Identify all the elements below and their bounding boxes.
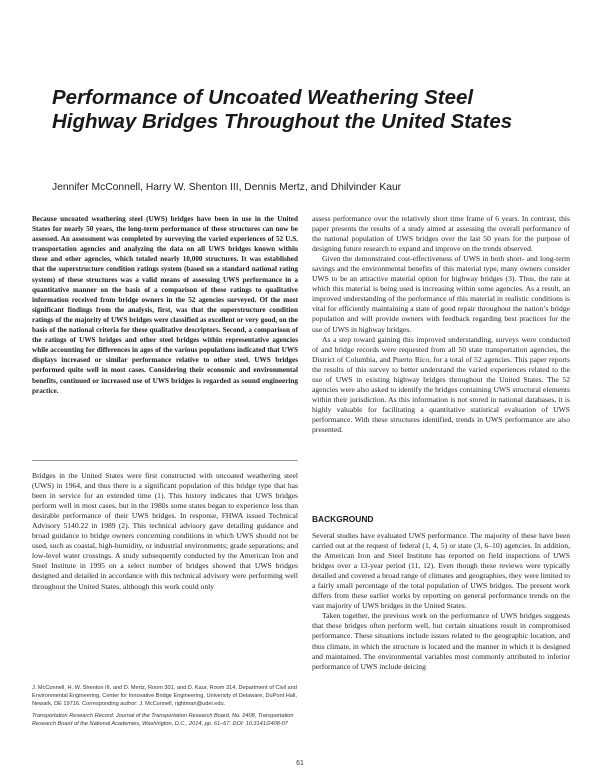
body-paragraph: Bridges in the United States were first constructed with uncoated weathering steel (UWS) in 1964, and thus there is a significant population of this bridge type that has been in service for an extended time (1). This history indicates that UWS bridges perform well in most cases, but in the 1980s some states began to experience less than desirable performance of their UWS bridges. In response, FHWA issued Technical Advisory 5140.22 in 1989 (2). This technical advisory gave detailing guidance and broad guidance to bridge owners concerning conditions in which UWS should not be used, such as coastal, high-humidity, or industrial environments; grade separations; and low-level water crossings. A study subsequently conducted by the American Iron and Steel Institute in 1995 on a select number of bridges showed that UWS bridges designed and detailed in accordance with this technical advisory were performing well throughout the United States, although this work could only bbox=[32, 471, 298, 591]
author-list: Jennifer McConnell, Harry W. Shenton III, Dennis Mertz, and Dhilvinder Kaur bbox=[52, 182, 402, 193]
page-number: 61 bbox=[296, 760, 304, 767]
footnote bbox=[32, 684, 298, 732]
body-paragraph: Given the demonstrated cost-effectiveness of UWS in both short- and long-term savings and the environmental benefits of this material type, many owners consider UWS to be an attractive material option for highway bridges (3). Thus, the rate at which this material is being used is increasing within some agencies. As a result, an improved understanding of the performance of this material in realistic conditions is vital for efficiently maintaining a state of good repair throughout the nation’s bridge population and will provide owners with feedback regarding best practices for the use of UWS in highway bridges. bbox=[312, 254, 570, 334]
paper-title: Performance of Uncoated Weathering Steel Highway Bridges Throughout the United States bbox=[52, 86, 513, 133]
abstract-text: Because uncoated weathering steel (UWS) bridges have been in use in the United States for nearly 50 years, the long-term performance of these structures can now be assessed. An assessment was completed by surveying the varied experiences of 52 U.S. transportation agencies and analyzing the data on all UWS bridges known within these and other agencies, which totaled nearly 10,000 structures. It was established that the superstructure condition ratings system (based on a standard national rating system) of these structures was a valid means of assessing UWS performance in a quantitative manner on the basis of a comparison of these ratings to qualitative information received from bridge owners in the 52 agencies surveyed. Of the most significant findings from the analysis, first, was that the superstructure condition ratings of the majority of UWS bridges were classified as excellent or very good, on the basis of the national criteria for these qualitative descriptors. Second, a comparison of the ratings of UWS bridges and other steel bridges within representative agencies while accounting for differences in ages of the various populations indicated that UWS displays increased or similar performance relative to other steel. UWS bridges performed quite well in most cases. Considering their economic and environmental benefits, continued or increased use of UWS bridges is regarded as sound engineering practice. bbox=[32, 215, 298, 395]
background-section bbox=[312, 531, 570, 672]
section-heading-background: BACKGROUND bbox=[312, 514, 374, 524]
body-paragraph: Taken together, the previous work on the performance of UWS bridges suggests that these bridges often perform well, but certain situations result in compromised performance. These situations include issues related to the geographic location, and thus climate, in which the structure is located and the manner in which it is designed and maintained. The environmental variables most commonly attributed to inferior performance of UWS include deicing bbox=[312, 611, 570, 671]
journal-citation: Transportation Research Record: Journal of the Transportation Research Board, No. 2408, Transportation Research Board of the National Academies, Washington, D.C., 2014, pp. 61–67. DOI: 10.3141/2408-07 bbox=[32, 713, 294, 727]
author-affiliation: J. McConnell, H. W. Shenton III, and D. Mertz, Room 301, and D. Kaur, Room 314, Department of Civil and Environmental Engineering, Center for Innovative Bridge Engineering, University of Delaware, DuPont Hall, Newark, DE 19716. Corresponding author: J. McConnell, rightman@udel.edu. bbox=[32, 685, 297, 707]
abstract bbox=[32, 214, 298, 396]
body-paragraph: Several studies have evaluated UWS performance. The majority of these have been carried out at the request of federal (1, 4, 5) or state (3, 6–10) agencies. In addition, the American Iron and Steel Institute has reported on field inspections of UWS bridges over a 13-year period (11, 12). Even though these reviews were typically detailed and covered a broad range of climates and geographies, they were limited to a fairly small percentage of the total population of UWS bridges. The present work differs from these earlier works by reporting on general performance trends on the vast majority of UWS bridges in the United States. bbox=[312, 531, 570, 611]
intro-column-left bbox=[32, 471, 298, 592]
intro-column-right bbox=[312, 214, 570, 435]
body-paragraph: assess performance over the relatively short time frame of 6 years. In contrast, this paper presents the results of a study aimed at assessing the overall performance of the national population of UWS bridges over the last 50 years for the purpose of designing future research to expand and improve on the trends observed. bbox=[312, 214, 570, 254]
abstract-divider bbox=[32, 460, 298, 461]
body-paragraph: As a step toward gaining this improved understanding, surveys were conducted of and bridge records were requested from all 50 state transportation agencies, the District of Columbia, and Puerto Rico, for a total of 52 agencies. This paper reports the results of this survey to better understand the varied experiences related to the use of UWS in existing highway bridges throughout the United States. The 52 agencies were also asked to identify the bridges containing UWS structural elements within their jurisdiction. As this information is not stored in national databases, it is highly valuable for facilitating a quantitative statistical evaluation of UWS performance. With these structures identified, trends in UWS performance are also presented. bbox=[312, 334, 570, 434]
